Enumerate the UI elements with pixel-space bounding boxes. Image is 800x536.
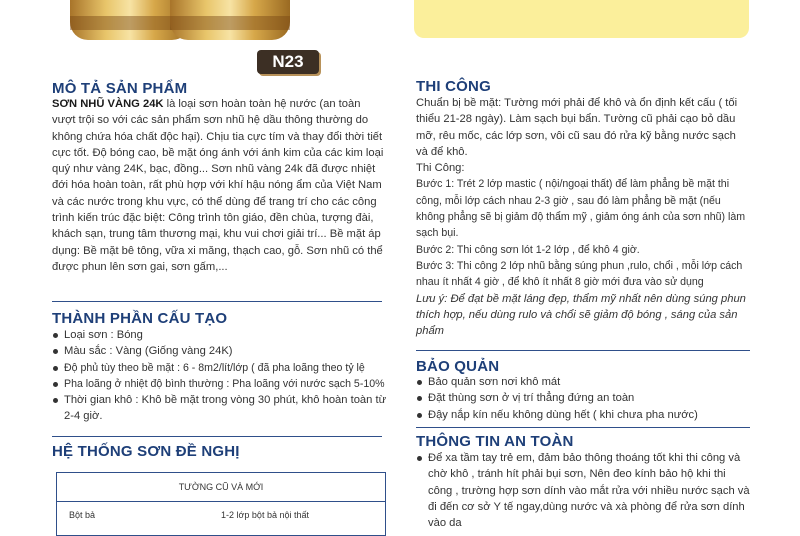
divider xyxy=(52,436,382,437)
table-row xyxy=(57,502,385,530)
product-image xyxy=(40,0,340,44)
safety-list xyxy=(416,450,750,531)
product-name: SƠN NHŨ VÀNG 24K xyxy=(52,98,164,110)
step-3-text: Bước 3: Thi công 2 lớp nhũ bằng súng phun ,rulo, chổi , mỗi lớp cách nhau ít nhất 4 giờ , để khô ít nhất 8 giờ mới đưa vào sử dụng xyxy=(416,259,743,289)
heading-bao-quan: BẢO QUẢN xyxy=(416,358,500,375)
paint-can-image xyxy=(170,0,290,40)
table-cell: Bột bả xyxy=(69,510,96,520)
list-item: Để xa tầm tay trẻ em, đảm bảo thông thoáng tốt khi thi công và chờ khô , tránh hít phải bụi sơn, Nên đeo kính bảo hộ khi thi công , trường hợp sơn dính vào mắt rửa với nhiều nước sạch và đi đến cơ sở Y tế ngay,dùng nước và xà phòng để rửa sơn dính vào da xyxy=(416,450,750,531)
note-text: Lưu ý: Để đạt bề mặt láng đẹp, thẩm mỹ nhất nên dùng súng phun thích hợp, nếu dùng rulo và chổi sẽ giảm độ bóng , sáng của sản phẩm xyxy=(416,292,746,338)
composition-list xyxy=(52,327,397,425)
application-section xyxy=(416,95,750,339)
list-item: Đặt thùng sơn ở vị trí thẳng đứng an toàn xyxy=(416,390,750,406)
divider xyxy=(416,350,750,351)
list-item: Bảo quản sơn nơi khô mát xyxy=(416,374,750,390)
step-2-text: Bước 2: Thi công sơn lót 1-2 lớp , để khô 4 giờ. xyxy=(416,243,640,256)
heading-mo-ta: MÔ TẢ SẢN PHẨM xyxy=(52,80,188,97)
paint-system-table xyxy=(56,472,386,536)
divider xyxy=(416,427,750,428)
description-text: là loại sơn hoàn toàn hệ nước (an toàn vượt trội so với các sản phẩm sơn nhũ hệ dầu thông thường do không chứa hóa chất độc hại). Chịu tia cực tím và thay đổi thời tiết cực tốt. Độ bóng cao, bề mặt óng ánh với ánh kim của các kim loại quý như vàng 24K, bạc, đồng... Sơn nhũ vàng 24k đã được nhiệt đới hóa hoàn toàn, rất phù hợp với khí hậu nóng ẩm của Việt Nam và các nước trong khu vực, có thể dùng để trang trí cho các công trình kiến trúc đặc biệt: Công trình tôn giáo, đền chùa, tượng đài, khách sạn, trung tâm thương mại, khu vui chơi giải trí... Bề mặt áp dụng: Bề mặt bê tông, vữa xi măng, thạch cao, gỗ. Sơn nhũ có thể được phun lên sơn gai, sơn gấm,... xyxy=(52,98,384,273)
list-item: Thời gian khô : Khô bề mặt trong vòng 30 phút, khô hoàn toàn từ 2-4 giờ. xyxy=(52,392,397,425)
heading-an-toan: THÔNG TIN AN TOÀN xyxy=(416,433,574,450)
surface-prep-text: Chuẩn bị bề mặt: Tường mới phải để khô và ổn định kết cấu ( tối thiểu 21-28 ngày). Làm sạch bụi bẩn. Tường cũ phải cạo bỏ dầu mỡ, rêu mốc, các lớp sơn, vôi cũ sau đó rửa kỹ bằng nước sạch và để khô. xyxy=(416,97,738,158)
table-header: TƯỜNG CŨ VÀ MỚI xyxy=(57,473,385,502)
list-item: Độ phủ tùy theo bề mặt : 6 - 8m2/lít/lớp ( đã pha loãng theo tỷ lệ xyxy=(52,360,397,376)
color-swatch-panel xyxy=(414,0,749,38)
heading-he-thong: HỆ THỐNG SƠN ĐỀ NGHỊ xyxy=(52,443,240,460)
storage-list xyxy=(416,374,750,423)
table-cell: 1-2 lớp bột bả nội thất xyxy=(221,510,309,520)
list-item: Màu sắc : Vàng (Giống vàng 24K) xyxy=(52,343,397,359)
list-item: Đậy nắp kín nếu không dùng hết ( khi chưa pha nước) xyxy=(416,407,750,423)
product-code-badge: N23 xyxy=(257,50,319,74)
application-label: Thi Công: xyxy=(416,162,465,175)
list-item: Pha loãng ở nhiệt độ bình thường : Pha loãng với nước sạch 5-10% xyxy=(52,376,397,392)
divider xyxy=(52,301,382,302)
list-item: Loại sơn : Bóng xyxy=(52,327,397,343)
heading-thanh-phan: THÀNH PHẦN CẤU TẠO xyxy=(52,310,228,327)
step-1-text: Bước 1: Trét 2 lớp mastic ( nội/ngoại thất) để làm phẳng bề mặt thi công, mỗi lớp cách nhau 2-3 giờ , sau đó làm phẳng bề mặt (nếu không phẳng sẽ bị giảm độ thẩm mỹ , giảm óng ánh của sơn nhũ) làm sạch bụi. xyxy=(416,178,746,240)
heading-thi-cong: THI CÔNG xyxy=(416,78,491,95)
product-description xyxy=(52,96,384,275)
